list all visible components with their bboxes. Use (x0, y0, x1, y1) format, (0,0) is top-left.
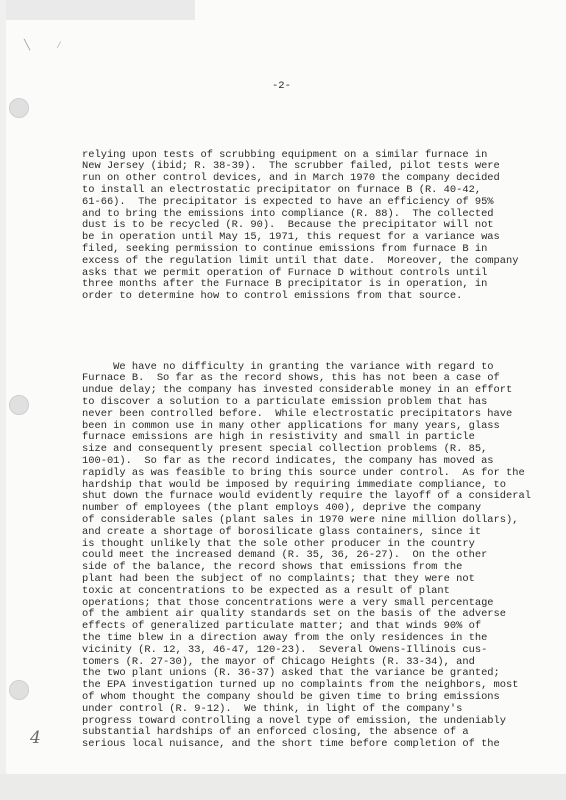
text-line: to install an electrostatic precipitator on furnace B (R. 40-42, (82, 183, 482, 196)
text-line: side of the balance, the record shows that emissions from the (82, 561, 463, 574)
text-line: 100-01). So far as the record indicates, the company has moved as (82, 455, 494, 468)
text-line: size and consequently present special collection problems (R. 85, (82, 443, 488, 456)
text-line: tomers (R. 27-30), the mayor of Chicago Heights (R. 33-34), and (82, 655, 475, 668)
text-line: We have no difficulty in granting the variance with regard to (82, 360, 494, 373)
text-line: operations; that those concentrations were a very small percentage (82, 596, 494, 609)
text-line: 61-66). The precipitator is expected to have an efficiency of 95% (82, 195, 494, 208)
text-line: the time blew in a direction away from the only residences in the (82, 631, 488, 644)
text-line: and to bring the emissions into compliance (R. 88). The collected (82, 207, 494, 220)
text-line: dust is to be recycled (R. 90). Because the precipitator will not (82, 219, 494, 232)
text-line: plant had been the subject of no complaints; that they were not (82, 572, 475, 585)
document-body (82, 126, 537, 763)
text-line: three months after the Furnace B precipitator is in operation, in (82, 278, 488, 291)
text-line: Furnace B. So far as the record shows, this has not been a case of (82, 372, 500, 385)
text-line: effects of generalized particulate matter; and that winds 90% of (82, 620, 482, 633)
text-line: progress toward controlling a novel type of emission, the undeniably (82, 714, 507, 727)
text-line: the two plant unions (R. 36-37) asked that the variance be granted; (82, 667, 500, 680)
text-line: excess of the regulation limit until that date. Moreover, the company (82, 254, 519, 267)
text-line: run on other control devices, and in March 1970 the company decided (82, 172, 500, 185)
text-line: shut down the furnace would evidently require the layoff of a consideral (82, 490, 531, 503)
scan-bottom-strip (0, 774, 566, 800)
text-line: to discover a solution to a particulate emission problem that has (82, 396, 488, 409)
punch-hole-bottom (9, 680, 29, 700)
text-line: relying upon tests of scrubbing equipment on a similar furnace in (82, 148, 488, 161)
text-line: hardship that would be imposed by requiring immediate compliance, to (82, 478, 507, 491)
paragraph-gap (82, 327, 537, 339)
text-line: rapidly as was feasible to bring this source under control. As for the (82, 466, 525, 479)
paragraph-1 (82, 150, 537, 303)
text-line: vicinity (R. 12, 33, 46-47, 120-23). Several Owens-Illinois cus- (82, 643, 488, 656)
text-line: furnace emissions are high in resistivity and small in particle (82, 431, 475, 444)
handwritten-note: 4 (30, 728, 41, 748)
text-line: been in common use in many other applications for many years, glass (82, 419, 500, 432)
punch-hole-top (9, 98, 29, 118)
scan-left-edge (0, 0, 6, 800)
text-line: substantial hardships of an enforced closing, the absence of a (82, 726, 469, 739)
text-line: order to determine how to control emissions from that source. (82, 290, 463, 303)
text-line: undue delay; the company has invested considerable money in an effort (82, 384, 513, 397)
punch-hole-middle (9, 395, 29, 415)
text-line: and create a shortage of borosilicate glass containers, since it (82, 525, 482, 538)
text-line: New Jersey (ibid; R. 38-39). The scrubber failed, pilot tests were (82, 160, 500, 173)
scan-top-strip (0, 0, 195, 20)
text-line: serious local nuisance, and the short time before completion of the (82, 738, 500, 751)
corner-marks: ╲ ∕ (24, 41, 73, 52)
text-line: under control (R. 9-12). We think, in light of the company's (82, 702, 463, 715)
text-line: asks that we permit operation of Furnace D without controls until (82, 266, 488, 279)
text-line: of whom thought the company should be given time to bring emissions (82, 690, 500, 703)
text-line: be in operation until May 15, 1971, this request for a variance was (82, 231, 500, 244)
text-line: of considerable sales (plant sales in 1970 were nine million dollars), (82, 514, 519, 526)
text-line: filed, seeking permission to continue emissions from furnace B in (82, 242, 488, 255)
text-line: toxic at concentrations to be expected as a result of plant (82, 584, 450, 597)
text-line: the EPA investigation turned up no complaints from the neighbors, most (82, 679, 519, 692)
text-line: number of employees (the plant employs 400), deprive the company (82, 502, 482, 515)
text-line: of the ambient air quality standards set on the basis of the adverse (82, 608, 507, 621)
text-line: is thought unlikely that the sole other producer in the country (82, 537, 475, 550)
page-number: -2- (272, 80, 291, 92)
text-line: never been controlled before. While electrostatic precipitators have (82, 407, 513, 420)
paragraph-2 (82, 362, 537, 751)
text-line: could meet the increased demand (R. 35, 36, 26-27). On the other (82, 549, 488, 562)
